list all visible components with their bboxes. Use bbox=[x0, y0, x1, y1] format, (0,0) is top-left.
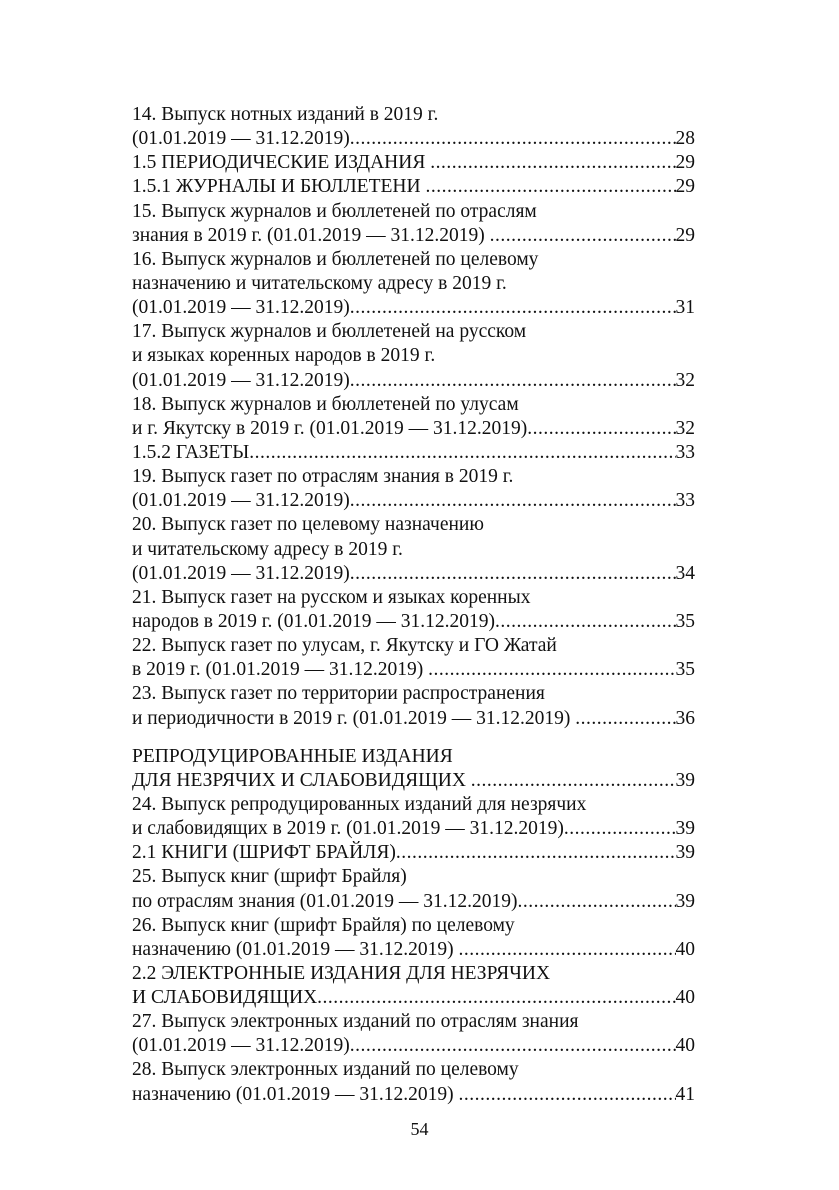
dot-leader bbox=[527, 417, 675, 441]
toc-entry-text: 2.2 ЭЛЕКТРОННЫЕ ИЗДАНИЯ ДЛЯ НЕЗРЯЧИХ bbox=[132, 962, 551, 984]
page-number: 54 bbox=[410, 1119, 429, 1139]
dot-leader bbox=[430, 151, 675, 175]
toc-line bbox=[132, 634, 695, 658]
dot-leader bbox=[495, 610, 675, 634]
toc-line bbox=[132, 658, 695, 682]
toc-line bbox=[132, 296, 695, 320]
toc-line bbox=[132, 441, 695, 465]
toc-entry-text: и языках коренных народов в 2019 г. bbox=[132, 345, 436, 367]
toc-page-number: 29 bbox=[675, 176, 695, 198]
toc-entry-text: 14. Выпуск нотных изданий в 2019 г. bbox=[132, 104, 439, 125]
toc-line bbox=[132, 103, 695, 127]
toc-line bbox=[132, 914, 695, 938]
toc-line bbox=[132, 320, 695, 344]
toc-page-number: 32 bbox=[675, 417, 695, 439]
toc-line bbox=[132, 769, 695, 793]
toc-line bbox=[132, 865, 695, 889]
toc-entry-text: ДЛЯ НЕЗРЯЧИХ И СЛАБОВИДЯЩИХ bbox=[132, 769, 471, 791]
toc-page-number: 40 bbox=[675, 1035, 695, 1057]
toc-line bbox=[132, 962, 695, 986]
toc-entry-text: 1.5.1 ЖУРНАЛЫ И БЮЛЛЕТЕНИ bbox=[132, 176, 426, 198]
toc-entry-text: (01.01.2019 — 31.12.2019) bbox=[132, 297, 350, 319]
toc-page-number: 33 bbox=[675, 490, 695, 512]
toc-line bbox=[132, 538, 695, 562]
dot-leader bbox=[249, 441, 675, 465]
toc-page-number: 35 bbox=[675, 659, 695, 681]
toc-line bbox=[132, 707, 695, 731]
toc-block-reproduced-editions bbox=[132, 745, 695, 1107]
toc-line bbox=[132, 890, 695, 914]
toc-entry-text: и г. Якутску в 2019 г. (01.01.2019 — 31.12.2019) bbox=[132, 417, 528, 439]
toc-entry-text: (01.01.2019 — 31.12.2019) bbox=[132, 562, 350, 584]
toc-entry-text: (01.01.2019 — 31.12.2019) bbox=[132, 128, 350, 150]
toc-page-number: 31 bbox=[675, 297, 695, 319]
table-of-contents bbox=[132, 103, 695, 1107]
toc-line bbox=[132, 986, 695, 1010]
toc-entry-text: назначению (01.01.2019 — 31.12.2019) bbox=[132, 1083, 459, 1105]
toc-entry-text: 16. Выпуск журналов и бюллетеней по целевому bbox=[132, 248, 539, 270]
toc-entry-text: 20. Выпуск газет по целевому назначению bbox=[132, 514, 484, 536]
dot-leader bbox=[575, 707, 675, 731]
section-gap bbox=[132, 731, 695, 745]
toc-entry-text: 24. Выпуск репродуцированных изданий для незрячих bbox=[132, 793, 587, 815]
toc-page-number: 29 bbox=[675, 152, 695, 174]
toc-page-number: 36 bbox=[675, 707, 695, 729]
dot-leader bbox=[317, 986, 675, 1010]
dot-leader bbox=[471, 769, 676, 793]
toc-entry-text: по отраслям знания (01.01.2019 — 31.12.2019) bbox=[132, 890, 518, 912]
toc-entry-text: (01.01.2019 — 31.12.2019) bbox=[132, 1035, 350, 1057]
toc-entry-text: 23. Выпуск газет по территории распространения bbox=[132, 683, 545, 705]
toc-line bbox=[132, 127, 695, 151]
toc-entry-text: 15. Выпуск журналов и бюллетеней по отраслям bbox=[132, 200, 537, 222]
dot-leader bbox=[518, 890, 676, 914]
toc-page-number: 33 bbox=[675, 441, 695, 463]
toc-line bbox=[132, 817, 695, 841]
toc-line bbox=[132, 610, 695, 634]
toc-entry-text: 27. Выпуск электронных изданий по отраслям знания bbox=[132, 1011, 579, 1033]
toc-line bbox=[132, 586, 695, 610]
toc-line bbox=[132, 393, 695, 417]
dot-leader bbox=[396, 841, 676, 865]
dot-leader bbox=[350, 369, 676, 393]
toc-entry-text: 28. Выпуск электронных изданий по целевому bbox=[132, 1059, 519, 1081]
toc-page-number: 39 bbox=[675, 890, 695, 912]
dot-leader bbox=[425, 175, 675, 199]
dot-leader bbox=[350, 296, 676, 320]
toc-line bbox=[132, 1058, 695, 1082]
toc-page-number: 40 bbox=[675, 938, 695, 960]
toc-line bbox=[132, 417, 695, 441]
toc-line bbox=[132, 489, 695, 513]
toc-page-number: 28 bbox=[675, 128, 695, 150]
toc-entry-text: 18. Выпуск журналов и бюллетеней по улусам bbox=[132, 393, 519, 415]
dot-leader bbox=[459, 1083, 676, 1107]
toc-page-number: 39 bbox=[675, 769, 695, 791]
toc-line bbox=[132, 465, 695, 489]
toc-entry-text: 25. Выпуск книг (шрифт Брайля) bbox=[132, 866, 407, 888]
toc-entry-text: и читательскому адресу в 2019 г. bbox=[132, 538, 403, 560]
toc-entry-text: и периодичности в 2019 г. (01.01.2019 — 31.12.2019) bbox=[132, 707, 576, 729]
toc-page-number: 35 bbox=[675, 610, 695, 632]
toc-line bbox=[132, 793, 695, 817]
toc-page-number: 34 bbox=[675, 562, 695, 584]
toc-entry-text: 1.5.2 ГАЗЕТЫ bbox=[132, 441, 250, 463]
dot-leader bbox=[350, 562, 676, 586]
toc-line bbox=[132, 344, 695, 368]
toc-line bbox=[132, 682, 695, 706]
toc-entry-text: РЕПРОДУЦИРОВАННЫЕ ИЗДАНИЯ bbox=[132, 745, 453, 767]
toc-entry-text: знания в 2019 г. (01.01.2019 — 31.12.2019) bbox=[132, 224, 490, 246]
toc-entry-text: назначению (01.01.2019 — 31.12.2019) bbox=[132, 938, 459, 960]
toc-block-periodicals bbox=[132, 103, 695, 731]
toc-line bbox=[132, 272, 695, 296]
toc-page-number: 41 bbox=[675, 1083, 695, 1105]
toc-page-number: 29 bbox=[675, 224, 695, 246]
dot-leader bbox=[490, 224, 676, 248]
toc-entry-text: 21. Выпуск газет на русском и языках коренных bbox=[132, 586, 531, 608]
toc-line bbox=[132, 841, 695, 865]
toc-line bbox=[132, 151, 695, 175]
toc-entry-text: 19. Выпуск газет по отраслям знания в 2019 г. bbox=[132, 466, 514, 488]
toc-line bbox=[132, 513, 695, 537]
toc-entry-text: И СЛАБОВИДЯЩИХ bbox=[132, 987, 318, 1009]
toc-entry-text: (01.01.2019 — 31.12.2019) bbox=[132, 490, 350, 512]
toc-page-number: 40 bbox=[675, 987, 695, 1009]
toc-line bbox=[132, 369, 695, 393]
toc-entry-text: 17. Выпуск журналов и бюллетеней на русском bbox=[132, 321, 527, 343]
toc-entry-text: 2.1 КНИГИ (ШРИФТ БРАЙЛЯ) bbox=[132, 842, 396, 864]
toc-entry-text: в 2019 г. (01.01.2019 — 31.12.2019) bbox=[132, 659, 429, 681]
toc-line bbox=[132, 248, 695, 272]
dot-leader bbox=[350, 489, 676, 513]
toc-page-number: 39 bbox=[675, 818, 695, 840]
dot-leader bbox=[564, 817, 676, 841]
toc-line bbox=[132, 1034, 695, 1058]
toc-line bbox=[132, 175, 695, 199]
toc-entry-text: 22. Выпуск газет по улусам, г. Якутску и ГО Жатай bbox=[132, 635, 557, 657]
toc-line bbox=[132, 224, 695, 248]
toc-line bbox=[132, 938, 695, 962]
dot-leader bbox=[350, 127, 676, 151]
dot-leader bbox=[350, 1034, 676, 1058]
toc-entry-text: 26. Выпуск книг (шрифт Брайля) по целевому bbox=[132, 914, 515, 936]
toc-entry-text: 1.5 ПЕРИОДИЧЕСКИЕ ИЗДАНИЯ bbox=[132, 152, 431, 174]
toc-entry-text: (01.01.2019 — 31.12.2019) bbox=[132, 369, 350, 391]
dot-leader bbox=[459, 938, 676, 962]
dot-leader bbox=[428, 658, 675, 682]
toc-entry-text: и слабовидящих в 2019 г. (01.01.2019 — 31.12.2019) bbox=[132, 818, 564, 840]
toc-line bbox=[132, 1010, 695, 1034]
toc-line bbox=[132, 1083, 695, 1107]
toc-entry-text: назначению и читательскому адресу в 2019 г. bbox=[132, 272, 507, 294]
toc-page-number: 39 bbox=[675, 842, 695, 864]
toc-line bbox=[132, 745, 695, 769]
toc-line bbox=[132, 200, 695, 224]
toc-line bbox=[132, 562, 695, 586]
toc-page-number: 32 bbox=[675, 369, 695, 391]
toc-entry-text: народов в 2019 г. (01.01.2019 — 31.12.2019) bbox=[132, 610, 496, 632]
